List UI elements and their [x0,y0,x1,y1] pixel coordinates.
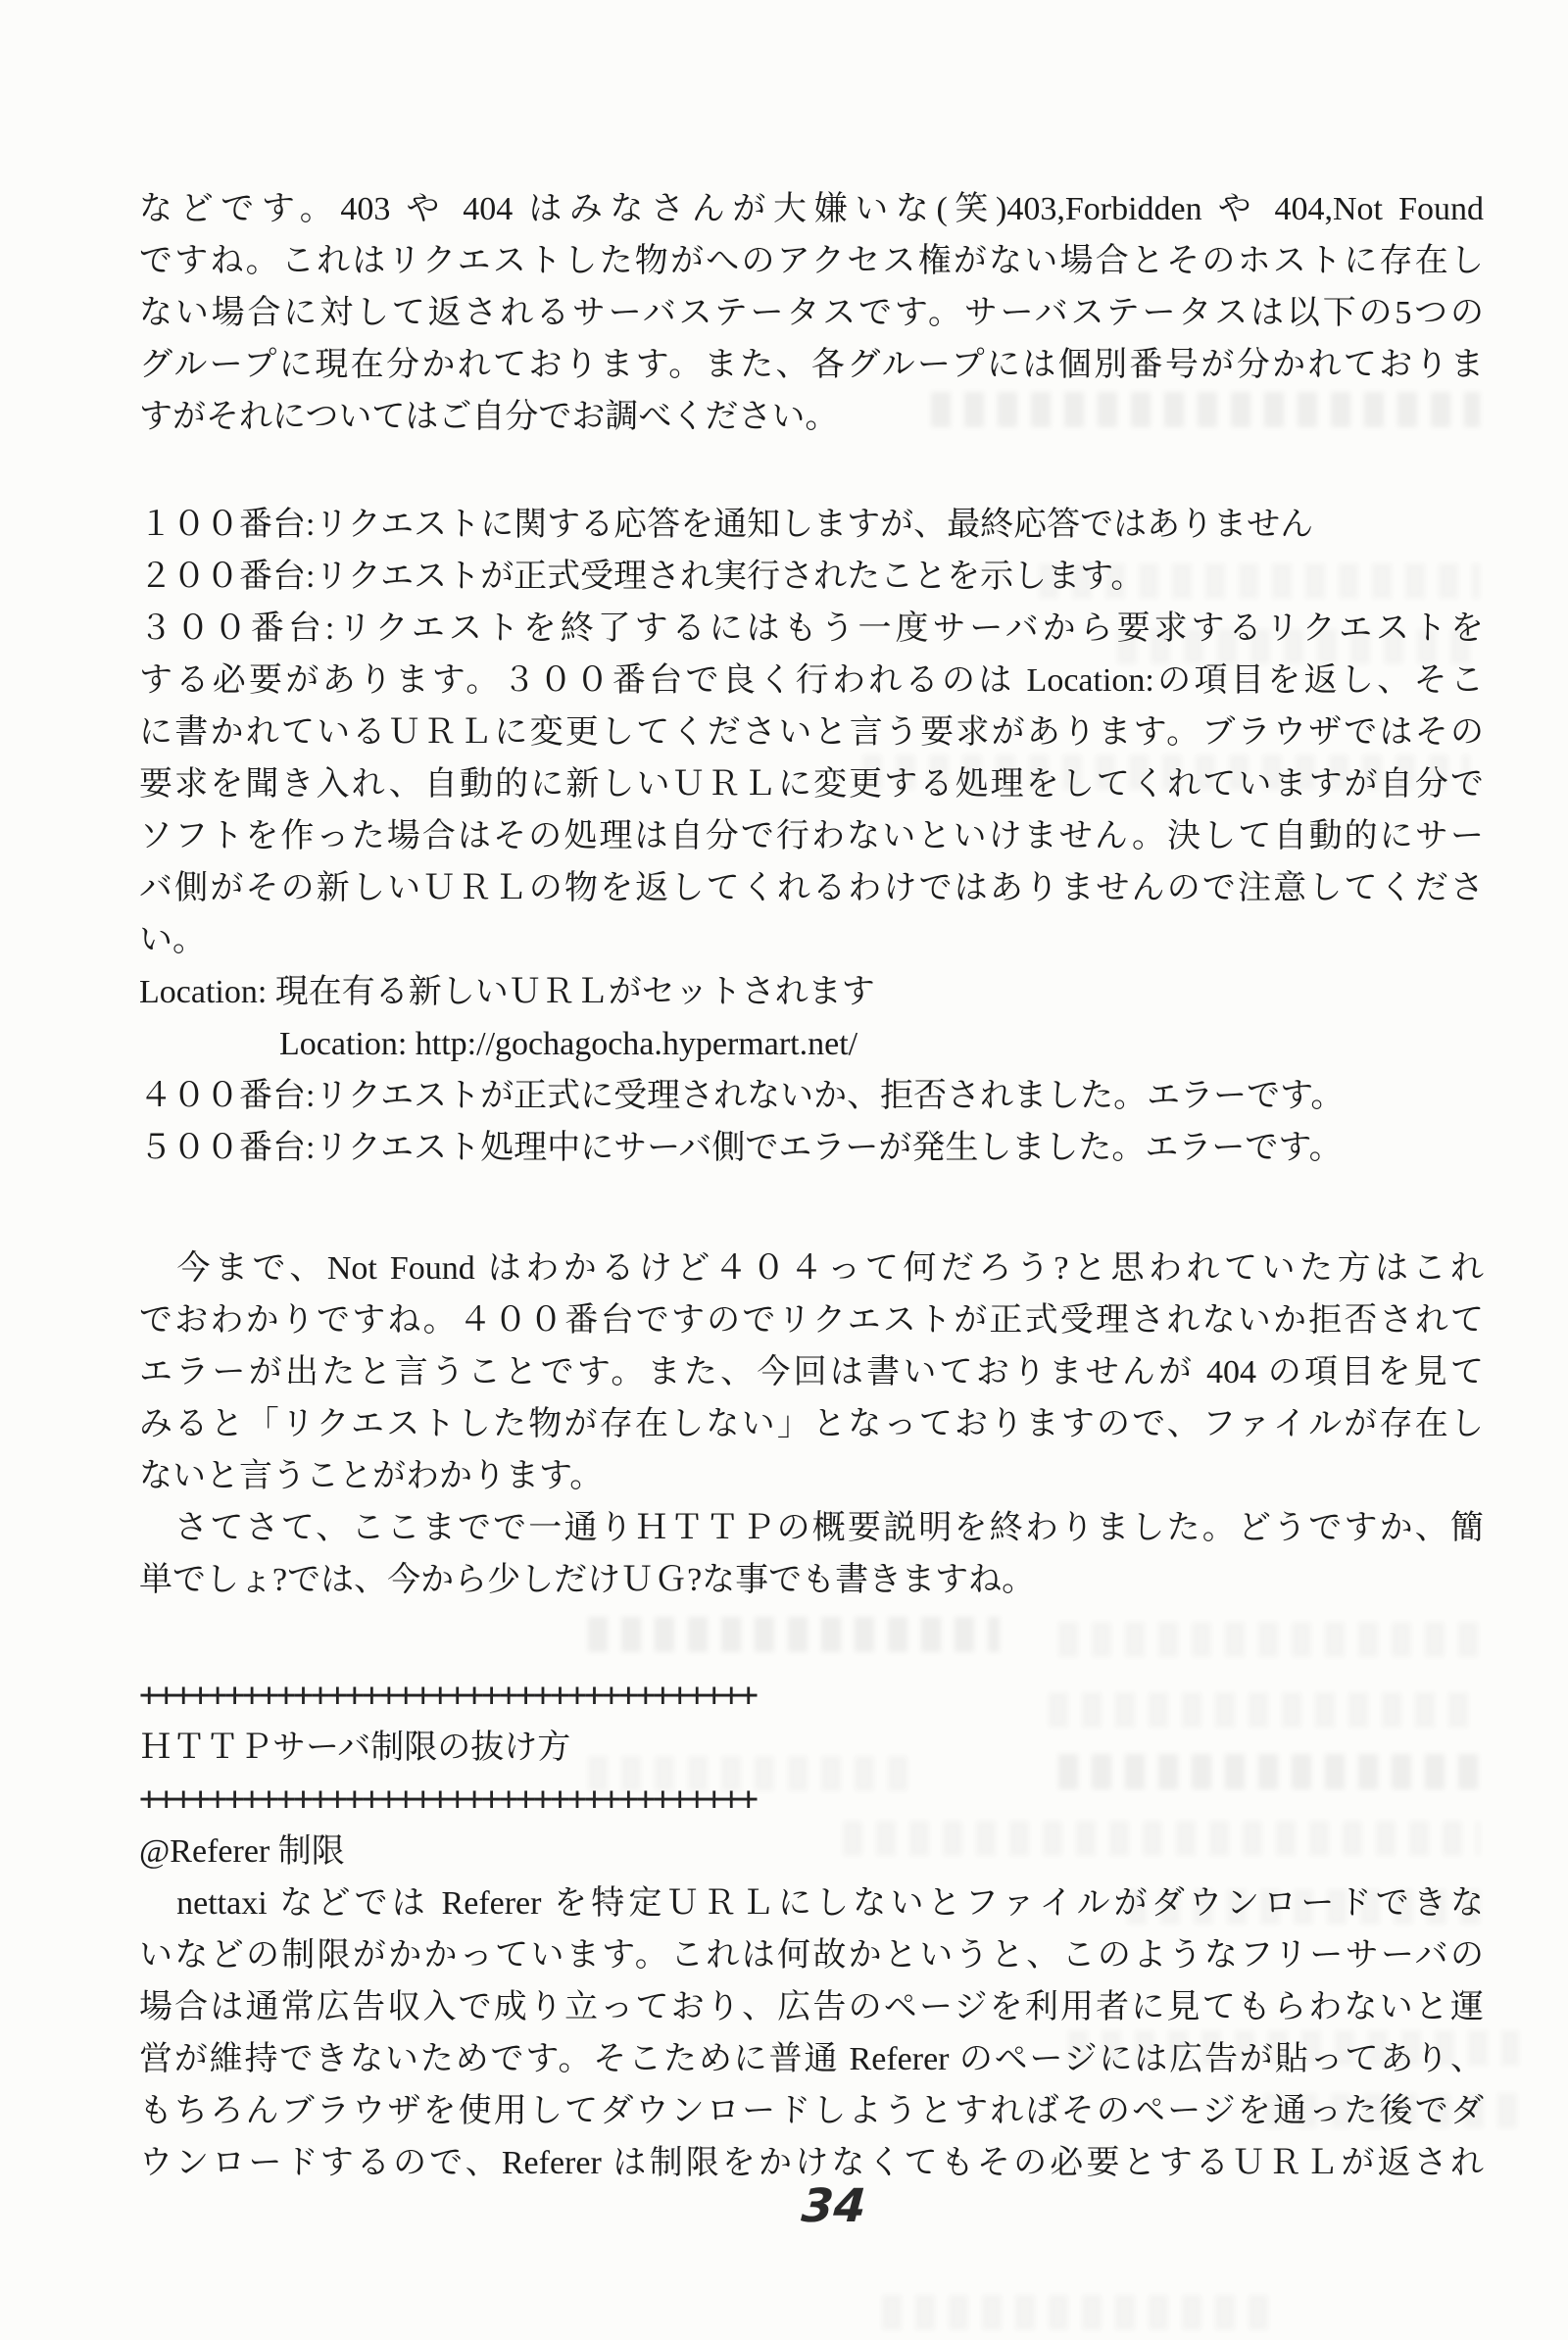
plus-divider-row: ++++++++++++++++++++++++++++++++++++ [139,1779,756,1819]
status-code-line: バ側がその新しいＵＲＬの物を返してくれるわけではありませんので注意してくださ [139,870,1484,906]
status-code-line: する必要があります。３００番台で良く行われるのは Location:の項目を返し、そこ [139,662,1484,699]
status-code-line: い。 [139,922,206,958]
outro-line: エラーが出たと言うことです。また、今回は書いておりませんが 404 の項目を見て [139,1354,1484,1390]
outro-line: ないと言うことがわかります。 [139,1458,604,1494]
status-code-line: ２００番台:リクエストが正式受理され実行されたことを示します。 [139,559,1145,595]
outro-line: でおわかりですね。４００番台ですのでリクエストが正式受理されないか拒否されて [139,1302,1484,1339]
location-header-line: Location: 現在有る新しいＵＲＬがセットされます [139,974,875,1010]
referer-line: 営が維持できないためです。そこために普通 Referer のページには広告が貼ってあり、 [139,2041,1484,2077]
status-code-line: に書かれているＵＲＬに変更してくださいと言う要求があります。ブラウザではその [139,714,1484,751]
referer-line: もちろんブラウザを使用してダウンロードしようとすればそのページを通った後でダ [139,2093,1484,2129]
section-title: ＨＴＴＰサーバ制限の抜け方 [139,1730,571,1766]
intro-line: などです。403 や 404 はみなさんが大嫌いな(笑)403,Forbidden や 404,Not Found [139,191,1484,227]
intro-line: すがそれについてはご自分でお調べください。 [139,399,839,435]
outro-line: さてさて、ここまでで一通りＨＴＴＰの概要説明を終わりました。どうですか、簡 [139,1510,1484,1546]
outro-line: みると「リクエストした物が存在しない」となっておりますので、ファイルが存在し [139,1406,1484,1442]
outro-line: 単でしょ?では、今から少しだけＵＧ?な事でも書きますね。 [139,1562,1036,1598]
status-code-line: ４００番台:リクエストが正式に受理されないか、拒否されました。エラーです。 [139,1078,1345,1114]
intro-line: ですね。これはリクエストした物がへのアクセス権がない場合とそのホストに存在し [139,243,1484,279]
referer-line: いなどの制限がかかっています。これは何故かというと、このようなフリーサーバの [139,1937,1484,1974]
referer-line: nettaxi などでは Referer を特定ＵＲＬにしないとファイルがダウンロードできな [139,1885,1484,1922]
intro-line: ない場合に対して返されるサーバステータスです。サーバステータスは以下の5つの [139,295,1484,331]
status-code-line: 要求を聞き入れ、自動的に新しいＵＲＬに変更する処理をしてくれていますが自分で [139,766,1484,803]
text-column [139,183,1484,2189]
status-code-line: ５００番台:リクエスト処理中にサーバ側でエラーが発生しました。エラーです。 [139,1130,1343,1166]
plus-divider-row: ++++++++++++++++++++++++++++++++++++ [139,1676,756,1715]
referer-line: 場合は通常広告収入で成り立っており、広告のページを利用者に見てもらわないと運 [139,1989,1484,2025]
page-number: 34 [800,2179,868,2233]
status-code-line: ３００番台:リクエストを終了するにはもう一度サーバから要求するリクエストを [139,610,1484,647]
status-code-line: １００番台:リクエストに関する応答を通知しますが、最終応答ではありません [139,507,1314,543]
outro-line: 今まで、Not Found はわかるけど４０４って何だろう?と思われていた方はこれ [139,1250,1484,1287]
subsection-heading: @Referer 制限 [139,1833,345,1870]
intro-line: グループに現在分かれております。また、各グループには個別番号が分かれておりま [139,347,1484,383]
referer-line: ウンロードするので、Referer は制限をかけなくてもその必要とするＵＲＬが返され [139,2145,1484,2181]
bleedthrough-smudge [882,2295,1274,2330]
location-url-line: Location: http://gochagocha.hypermart.net/ [279,1026,858,1062]
status-code-line: ソフトを作った場合はその処理は自分で行わないといけません。決して自動的にサー [139,818,1484,854]
